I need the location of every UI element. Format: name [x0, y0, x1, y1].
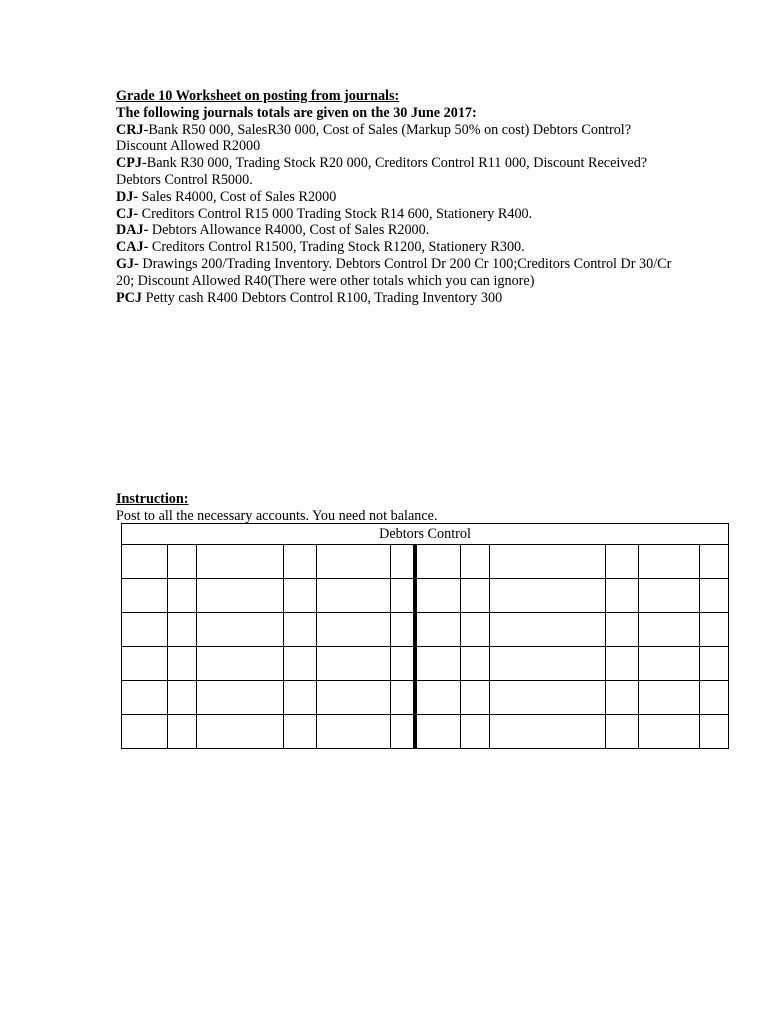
ledger-credit-cell[interactable]	[639, 613, 700, 647]
ledger-credit-cell[interactable]	[639, 681, 700, 715]
ledger-credit-cell[interactable]	[606, 647, 639, 681]
ledger-credit-cell[interactable]	[461, 681, 490, 715]
journal-code: CAJ-	[116, 239, 149, 256]
journal-text: Debtors Allowance R4000, Cost of Sales R2000.	[148, 222, 430, 239]
journal-code: CRJ	[116, 121, 144, 138]
ledger-credit-cell[interactable]	[490, 613, 606, 647]
ledger-debit-cell[interactable]	[317, 715, 391, 749]
journal-text: Petty cash R400 Debtors Control R100, Trading Inventory 300	[142, 289, 503, 306]
ledger-debit-cell[interactable]	[197, 715, 284, 749]
journal-text: Creditors Control R15 000 Trading Stock R14 600, Stationery R400.	[138, 205, 533, 222]
instruction-block	[116, 491, 716, 525]
ledger-credit-cell[interactable]	[415, 579, 461, 613]
ledger-debit-cell[interactable]	[317, 647, 391, 681]
ledger-credit-cell[interactable]	[606, 579, 639, 613]
journal-code: CJ-	[116, 205, 139, 222]
ledger-row	[122, 715, 729, 749]
journal-code: CPJ	[116, 155, 143, 172]
ledger-debit-cell[interactable]	[168, 715, 197, 749]
ledger-debit-cell[interactable]	[391, 715, 415, 749]
journal-entry-gj	[116, 256, 676, 290]
ledger-credit-cell[interactable]	[700, 715, 729, 749]
ledger-credit-cell[interactable]	[415, 613, 461, 647]
ledger-credit-cell[interactable]	[639, 715, 700, 749]
ledger-credit-cell[interactable]	[700, 681, 729, 715]
ledger-credit-cell[interactable]	[700, 579, 729, 613]
ledger-debit-cell[interactable]	[284, 579, 317, 613]
worksheet-subheading: The following journals totals are given on the 30 June 2017:	[116, 104, 477, 121]
ledger-credit-cell[interactable]	[639, 545, 700, 579]
ledger-row	[122, 613, 729, 647]
ledger-credit-cell[interactable]	[490, 545, 606, 579]
ledger-debit-cell[interactable]	[391, 613, 415, 647]
ledger-debit-cell[interactable]	[317, 613, 391, 647]
ledger-debit-cell[interactable]	[284, 647, 317, 681]
ledger-debit-cell[interactable]	[197, 613, 284, 647]
ledger-row	[122, 681, 729, 715]
journal-entry-cj	[116, 206, 676, 223]
ledger-row	[122, 579, 729, 613]
ledger-debit-cell[interactable]	[284, 545, 317, 579]
ledger-debit-cell[interactable]	[391, 681, 415, 715]
journal-text: Creditors Control R1500, Trading Stock R1200, Stationery R300.	[148, 239, 525, 256]
ledger-credit-cell[interactable]	[490, 647, 606, 681]
ledger-credit-cell[interactable]	[700, 647, 729, 681]
ledger-credit-cell[interactable]	[606, 545, 639, 579]
ledger-credit-cell[interactable]	[639, 579, 700, 613]
ledger-debit-cell[interactable]	[284, 681, 317, 715]
journal-code: DJ-	[116, 188, 139, 205]
ledger-credit-cell[interactable]	[490, 715, 606, 749]
ledger-debit-cell[interactable]	[122, 681, 168, 715]
debtors-control-ledger	[121, 523, 729, 749]
ledger-debit-cell[interactable]	[284, 613, 317, 647]
ledger-title-row	[122, 524, 729, 545]
ledger-credit-cell[interactable]	[639, 647, 700, 681]
ledger-debit-cell[interactable]	[391, 647, 415, 681]
journal-entry-dj	[116, 189, 676, 206]
journal-entry-pcj	[116, 290, 676, 307]
ledger-debit-cell[interactable]	[122, 715, 168, 749]
journal-entry-list	[116, 122, 676, 307]
ledger-credit-cell[interactable]	[415, 647, 461, 681]
ledger-debit-cell[interactable]	[317, 579, 391, 613]
ledger-debit-cell[interactable]	[197, 647, 284, 681]
ledger-debit-cell[interactable]	[284, 715, 317, 749]
ledger-debit-cell[interactable]	[122, 613, 168, 647]
ledger-credit-cell[interactable]	[461, 613, 490, 647]
ledger-credit-cell[interactable]	[415, 715, 461, 749]
ledger-debit-cell[interactable]	[168, 613, 197, 647]
instruction-text: Post to all the necessary accounts. You need not balance.	[116, 507, 438, 524]
journal-code: DAJ-	[116, 222, 149, 239]
journal-code: PCJ	[116, 289, 143, 306]
ledger-credit-cell[interactable]	[461, 545, 490, 579]
ledger-debit-cell[interactable]	[317, 681, 391, 715]
ledger-account-name: Debtors Control	[122, 524, 729, 545]
ledger-credit-cell[interactable]	[461, 579, 490, 613]
ledger-credit-cell[interactable]	[700, 613, 729, 647]
ledger-debit-cell[interactable]	[317, 545, 391, 579]
instruction-title: Instruction:	[116, 491, 189, 507]
journal-code: GJ-	[116, 255, 139, 272]
ledger-debit-cell[interactable]	[168, 681, 197, 715]
journal-text: Drawings 200/Trading Inventory. Debtors Control Dr 200 Cr 100;Creditors Control Dr 30/Cr 20; Discount Allowed R40(There were other totals which you can ignore)	[116, 255, 672, 289]
ledger-row	[122, 545, 729, 579]
ledger-credit-cell[interactable]	[606, 715, 639, 749]
journal-entry-cpj	[116, 155, 676, 189]
ledger-debit-cell[interactable]	[197, 579, 284, 613]
ledger-debit-cell[interactable]	[391, 545, 415, 579]
worksheet-body	[116, 88, 676, 306]
ledger-credit-cell[interactable]	[415, 545, 461, 579]
journal-entry-crj	[116, 122, 676, 156]
journal-text: -Bank R30 000, Trading Stock R20 000, Creditors Control R11 000, Discount Received? Debtors Control R5000.	[116, 155, 648, 188]
ledger-debit-cell[interactable]	[168, 545, 197, 579]
ledger-credit-cell[interactable]	[606, 613, 639, 647]
ledger-row	[122, 647, 729, 681]
worksheet-heading: Grade 10 Worksheet on posting from journals:	[116, 88, 400, 104]
ledger-debit-cell[interactable]	[122, 545, 168, 579]
ledger-credit-cell[interactable]	[461, 715, 490, 749]
journal-entry-caj	[116, 239, 676, 256]
ledger-credit-cell[interactable]	[415, 681, 461, 715]
ledger-debit-cell[interactable]	[168, 579, 197, 613]
journal-entry-daj	[116, 222, 676, 239]
journal-text: Sales R4000, Cost of Sales R2000	[138, 188, 337, 205]
ledger-debit-cell[interactable]	[168, 647, 197, 681]
journal-text: -Bank R50 000, SalesR30 000, Cost of Sales (Markup 50% on cost) Debtors Control? Discount Allowed R2000	[116, 121, 632, 155]
ledger-credit-cell[interactable]	[461, 647, 490, 681]
ledger-credit-cell[interactable]	[606, 681, 639, 715]
ledger-debit-cell[interactable]	[122, 579, 168, 613]
ledger-debit-cell[interactable]	[391, 579, 415, 613]
ledger-credit-cell[interactable]	[490, 579, 606, 613]
ledger-credit-cell[interactable]	[490, 681, 606, 715]
ledger-debit-cell[interactable]	[197, 681, 284, 715]
ledger-debit-cell[interactable]	[122, 647, 168, 681]
ledger-debit-cell[interactable]	[197, 545, 284, 579]
ledger-credit-cell[interactable]	[700, 545, 729, 579]
